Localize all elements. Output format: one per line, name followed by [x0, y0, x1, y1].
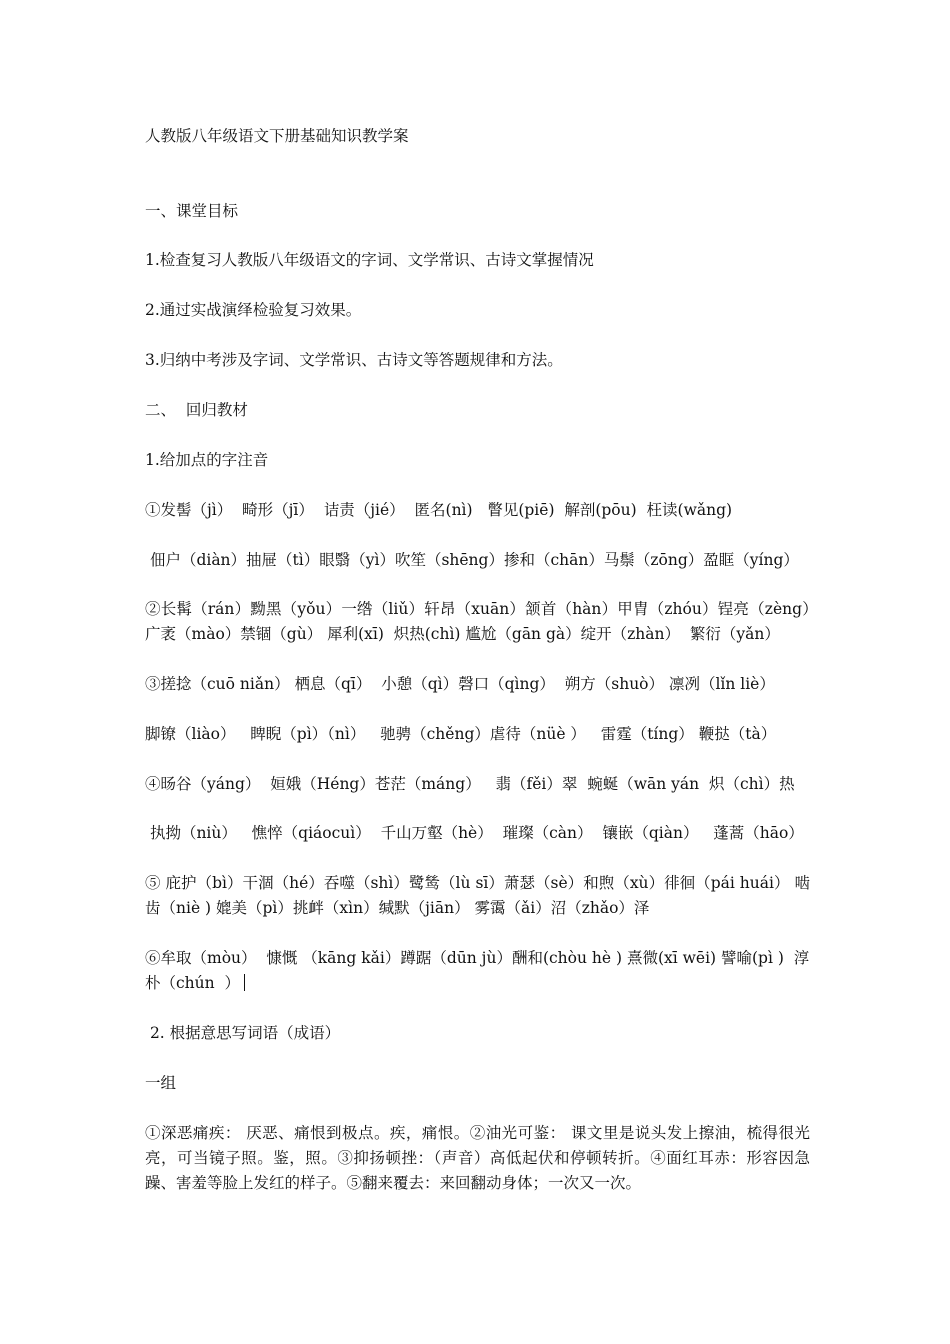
document-title: 人教版八年级语文下册基础知识教学案	[145, 127, 409, 145]
subsection-heading-words: 2. 根据意思写词语（成语）	[145, 1024, 341, 1042]
definitions-paragraph: ①深恶痛疾： 厌恶、痛恨到极点。疾，痛恨。②油光可鉴： 课文里是说头发上擦油，梳得很光亮，可当镜子照。鉴，照。③抑扬顿挫：（声音）高低起伏和停顿转折。④面红耳赤：形容因急躁、害羞等脸上发红的样子。⑤翻来覆去：来回翻动身体；一次又一次。	[145, 1124, 810, 1192]
goal-item: 3.归纳中考涉及字词、文学常识、古诗文等答题规律和方法。	[145, 351, 563, 369]
pinyin-group: 脚镣（liào） 睥睨（pì）（nì） 驰骋（chěng）虐待（nüè ） 雷霆（tíng） 鞭挞（tà）	[145, 725, 777, 743]
pinyin-group: ①发髻（jì） 畸形（jī） 诘责（jié） 匿名(nì) 瞥见(piē) 解剖(pōu) 枉读(wǎng)	[145, 501, 733, 519]
text-cursor	[244, 974, 245, 991]
goal-item: 1.检查复习人教版八年级语文的字词、文学常识、古诗文掌握情况	[145, 251, 594, 269]
pinyin-group: ⑥牟取（mòu） 慷慨 （kāng kǎi）蹲踞（dūn jù）酬和(chòu hè ) 熹微(xī wēi) 譬喻(pì ) 淳朴（chún ）	[145, 949, 810, 992]
pinyin-group: ⑤ 庇护（bì）干涸（hé）吞噬（shì）鹭鸶（lù sī）萧瑟（sè）和煦（xù）徘徊（pái huái） 啮齿（niè ) 媲美（pì）挑衅（xìn）缄默（jiān） 雾霭（ǎi）沼（zhǎo）泽	[145, 874, 810, 917]
pinyin-group: ④旸谷（yáng） 姮娥（Héng）苍茫（máng） 翡（fěi）翠 蜿蜒（wān yán 炽（chì）热	[145, 775, 795, 793]
section-heading-goals: 一、课堂目标	[145, 202, 239, 220]
group-label: 一组	[145, 1074, 177, 1092]
goal-item: 2.通过实战演绎检验复习效果。	[145, 301, 362, 319]
pinyin-group-last	[145, 946, 810, 996]
subsection-heading-pinyin: 1.给加点的字注音	[145, 451, 269, 469]
pinyin-group: ②长髯（rán）黝黑（yǒu）一绺（liǔ）轩昂（xuān）颔首（hàn）甲胄（zhóu）锃亮（zèng）广袤（mào）禁锢（gù） 犀利(xī) 炽热(chì) 尴尬（gān gà）绽开（zhàn） 繁衍（yǎn）	[145, 600, 810, 643]
section-heading-textbook: 二、 回归教材	[145, 401, 248, 419]
pinyin-group: ③搓捻（cuō niǎn） 栖息（qī） 小憩（qì）磬口（qìng） 朔方（shuò） 凛冽（lǐn liè）	[145, 675, 775, 693]
pinyin-group: 佃户（diàn）抽屉（tì）眼翳（yì）吹笙（shēng）掺和（chān）马鬃（zōng）盈眶（yíng）	[145, 551, 799, 569]
pinyin-group: 执拗（niù） 憔悴（qiáocuì） 千山万壑（hè） 璀璨（càn） 镶嵌（qiàn） 蓬蒿（hāo）	[145, 824, 804, 842]
